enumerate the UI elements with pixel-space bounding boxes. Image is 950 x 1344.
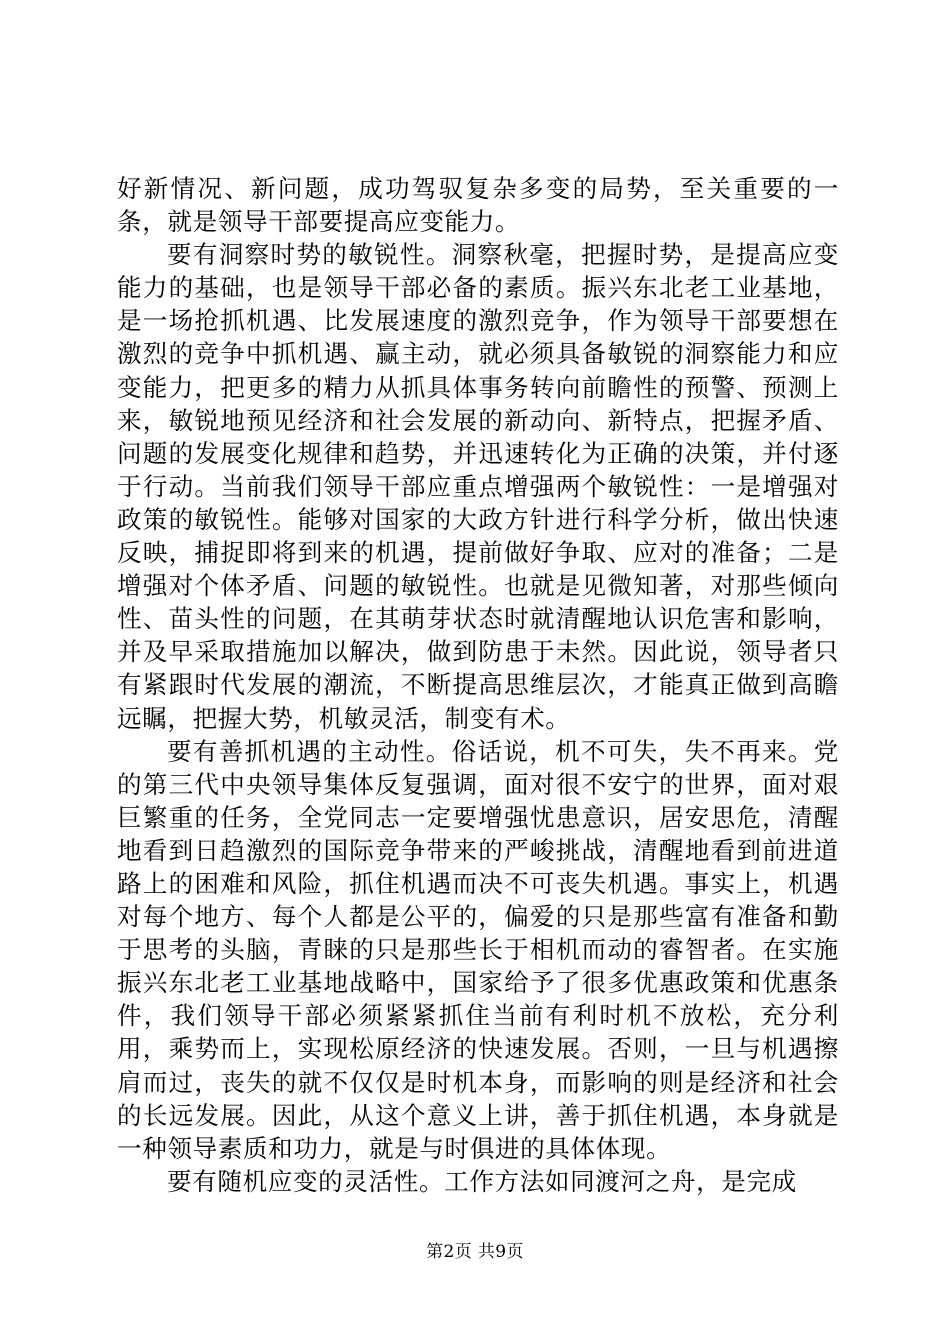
- page-number-footer: 第2页 共9页: [426, 1242, 524, 1262]
- paragraph-opportunity: 要有善抓机遇的主动性。俗话说，机不可失，失不再来。党的第三代中央领导集体反复强调，面对很不安宁的世界，面对艰巨繁重的任务，全党同志一定要增强忧患意识，居安思危，清醒地看到日趋激烈的国际竞争带来的严峻挑战，清醒地看到前进道路上的困难和风险，抓住机遇而决不可丧失机遇。事实上，机遇对每个地方、每个人都是公平的，偏爱的只是那些富有准备和勤于思考的头脑，青睐的只是那些长于相机而动的睿智者。在实施振兴东北老工业基地战略中，国家给予了很多优惠政策和优惠条件，我们领导干部必须紧紧抓住当前有利时机不放松，充分利用，乘势而上，实现松原经济的快速发展。否则，一旦与机遇擦肩而过，丧失的就不仅仅是时机本身，而影响的则是经济和社会的长远发展。因此，从这个意义上讲，善于抓住机遇，本身就是一种领导素质和功力，就是与时俱进的具体体现。: [117, 736, 839, 1163]
- paragraph-flexibility: 要有随机应变的灵活性。工作方法如同渡河之舟，是完成: [167, 1166, 797, 1196]
- paragraph-insight: 要有洞察时势的敏锐性。洞察秋毫，把握时势，是提高应变能力的基础，也是领导干部必备的素质。振兴东北老工业基地，是一场抢抓机遇、比发展速度的激烈竞争，作为领导干部要想在激烈的竞争中抓机遇、赢主动，就必须具备敏锐的洞察能力和应变能力，把更多的精力从抓具体事务转向前瞻性的预警、预测上来，敏锐地预见经济和社会发展的新动向、新特点，把握矛盾、问题的发展变化规律和趋势，并迅速转化为正确的决策，并付逐于行动。当前我们领导干部应重点增强两个敏锐性：一是增强对政策的敏锐性。能够对国家的大政方针进行科学分析，做出快速反映，捕捉即将到来的机遇，提前做好争取、应对的准备；二是增强对个体矛盾、问题的敏锐性。也就是见微知著，对那些倾向性、苗头性的问题，在其萌芽状态时就清醒地认识危害和影响，并及早采取措施加以解决，做到防患于未然。因此说，领导者只有紧跟时代发展的潮流，不断提高思维层次，才能真正做到高瞻远瞩，把握大势，机敏灵活，制变有术。: [117, 240, 839, 733]
- paragraph-continuation: 好新情况、新问题，成功驾驭复杂多变的局势，至关重要的一条，就是领导干部要提高应变能力。: [117, 174, 839, 237]
- document-body: [117, 172, 839, 1198]
